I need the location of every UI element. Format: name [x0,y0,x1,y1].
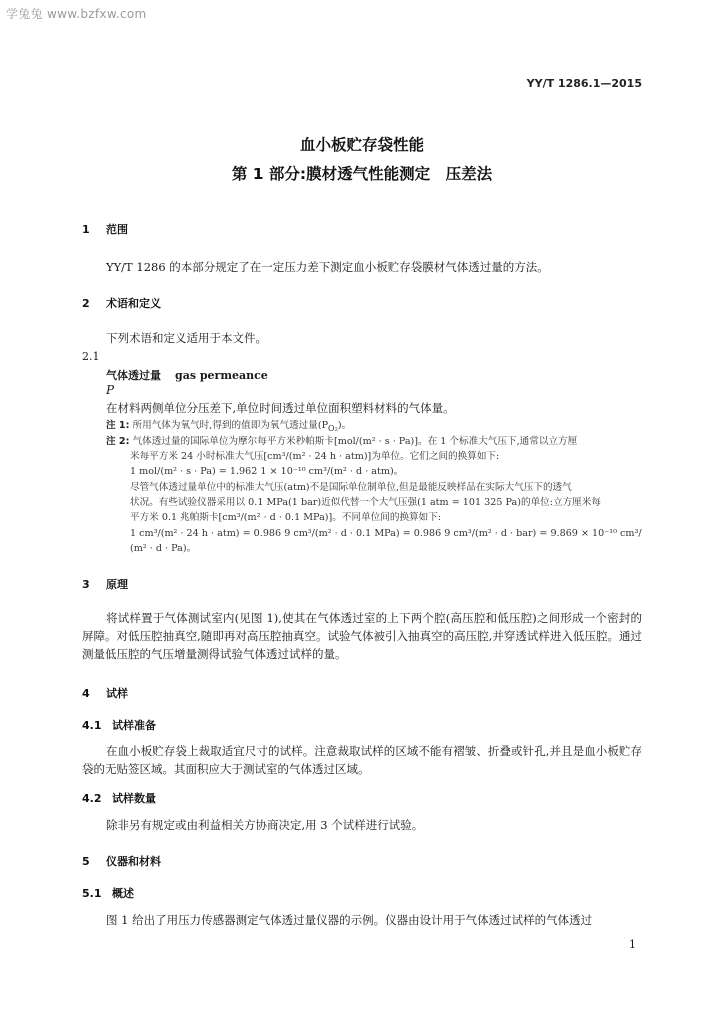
section-title: 术语和定义 [106,297,161,310]
page-number: 1 [629,938,636,951]
title-line-1: 血小板贮存袋性能 [299,136,424,154]
subsection-number: 4.1 [82,719,102,732]
note-2-line-3: 1 mol/(m² · s · Pa) = 1.962 1 × 10⁻¹⁰ cm³/(m² · d · atm)。 [130,466,404,477]
section-1-heading [82,221,128,237]
subsection-number: 4.2 [82,792,102,805]
subsection-5-1-heading [82,885,134,901]
section-number: 3 [82,578,90,591]
subsection-4-2-heading [82,790,156,806]
note-2-line-5: 状况。有些试验仪器采用以 0.1 MPa(1 bar)近似代替一个大气压强(1 atm = 101 325 Pa)的单位:立方厘米每 [130,497,601,508]
note-1-label: 注 1: [106,420,130,431]
term-chinese: 气体透过量 [106,369,161,382]
section-title: 试样 [106,687,128,700]
section-5-heading [82,853,161,869]
term-heading [106,367,268,383]
note-2-line-2: 米每平方米 24 小时标准大气压[cm³/(m² · 24 h · atm)]为单位。它们之间的换算如下: [130,451,500,462]
term-number: 2.1 [82,350,100,363]
title-line-2: 第 1 部分:膜材透气性能测定 压差法 [231,165,493,183]
subsection-title: 概述 [112,887,134,900]
term-english: gas permeance [175,369,268,382]
subsection-5-1-text: 图 1 给出了用压力传感器测定气体透过量仪器的示例。仪器由设计用于气体透过试样的气体透过 [106,913,593,927]
document-number: YY/T 1286.1—2015 [526,77,642,90]
section-title: 范围 [106,223,128,236]
term-definition: 在材料两侧单位分压差下,单位时间透过单位面积塑料材料的气体量。 [106,401,455,415]
note-2-line-4: 尽管气体透过量单位中的标准大气压(atm)不是国际单位制单位,但是最能反映样品在实际大气压下的透气 [130,482,572,493]
section-title: 仪器和材料 [106,855,161,868]
note-2-line-8: (m² · d · Pa)。 [130,543,197,554]
subsection-4-1-heading [82,717,156,733]
section-number: 2 [82,297,90,310]
note-1-subscript: O₂ [328,423,338,433]
note-2-line-6: 平方米 0.1 兆帕斯卡[cm³/(m² · d · 0.1 MPa)]。不同单位间的换算如下: [130,512,442,523]
section-3-heading [82,576,128,592]
section-number: 4 [82,687,90,700]
subsection-number: 5.1 [82,887,102,900]
section-number: 1 [82,223,90,236]
subsection-4-2-text: 除非另有规定或由利益相关方协商决定,用 3 个试样进行试验。 [106,818,424,832]
section-title: 原理 [106,578,128,591]
subsection-title: 试样数量 [112,792,156,805]
term-symbol: P [106,383,115,397]
subsection-4-1-text: 在血小板贮存袋上裁取适宜尺寸的试样。注意裁取试样的区域不能有褶皱、折叠或针孔,并且是血小板贮存袋的无贴签区域。其面积应大于测试室的气体透过区域。 [82,744,642,776]
note-2-text: 气体透过量的国际单位为摩尔每平方米秒帕斯卡[mol/(m² · s · Pa)]。在 1 个标准大气压下,通常以立方厘 [132,436,578,447]
section-4-heading [82,685,128,701]
note-2-line-7: 1 cm³/(m² · 24 h · atm) = 0.986 9 cm³/(m² · d · 0.1 MPa) = 0.986 9 cm³/(m² · d · bar) = 9.869 × 10⁻¹⁰ cm³/ [130,528,642,539]
section-1-text: YY/T 1286 的本部分规定了在一定压力差下测定血小板贮存袋膜材气体透过量的方法。 [106,260,549,274]
note-2-label: 注 2: [106,436,130,447]
section-3-text: 将试样置于气体测试室内(见图 1),使其在气体透过室的上下两个腔(高压腔和低压腔)之间形成一个密封的屏障。对低压腔抽真空,随即再对高压腔抽真空。试验气体被引入抽真空的高压腔,并穿透试样进入低压腔。通过测量低压腔的气压增量测得试验气体透过试样的量。 [82,611,642,661]
watermark: 学兔兔 www.bzfxw.com [6,7,147,21]
subsection-title: 试样准备 [112,719,156,732]
note-1-end: )。 [337,420,352,431]
note-1-text: 所用气体为氧气时,得到的值即为氧气透过量(P [132,420,329,431]
section-2-heading [82,295,161,311]
note-2-line-1 [106,434,646,449]
section-number: 5 [82,855,90,868]
section-2-intro: 下列术语和定义适用于本文件。 [106,331,267,345]
